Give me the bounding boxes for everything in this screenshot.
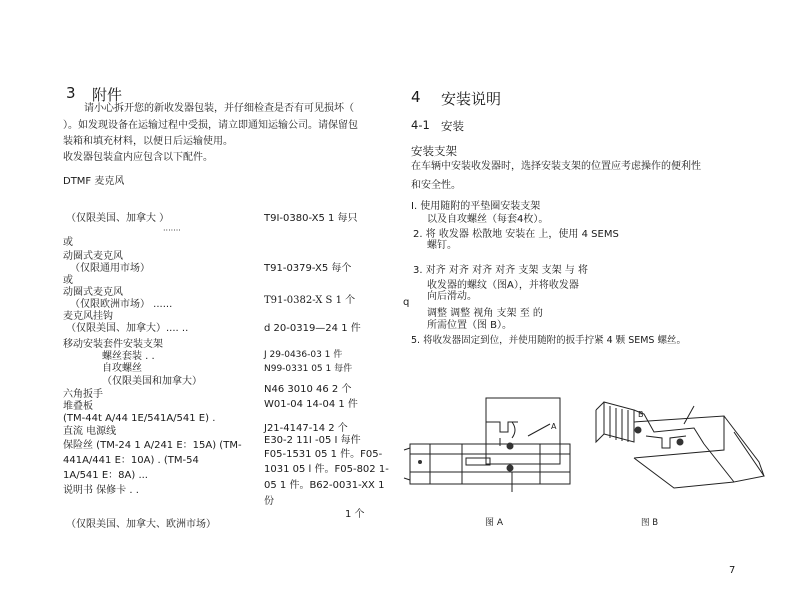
section-4-title: 安装说明 (441, 90, 502, 108)
row5-part: J 29-0436-03 1 件 (264, 350, 343, 360)
bracket-kit: 移动安装套件安装支架 (63, 339, 163, 350)
section-3-title: 附件 (92, 86, 123, 104)
fuse-line-1: 保险丝 (TM-24 1 A/241 E：15A) (TM- (63, 440, 242, 451)
subsection-number: 4-1 (411, 118, 430, 132)
step3-line-1: 3. 对齐 对齐 对齐 对齐 支架 支架 与 将 (413, 265, 588, 276)
us-ca-hanger: （仅限美国、加拿大）.... .. (66, 323, 189, 334)
figure-a-letter: A (551, 422, 557, 431)
step2-line-2: 螺钉。 (427, 240, 457, 251)
dynamic-mic-2: 动圈式麦克风 (63, 287, 123, 298)
bracket-heading: 安装支架 (411, 144, 457, 158)
figure-b-letter: B (638, 410, 644, 419)
us-ca-paren: （仅限美国和加拿大） (102, 376, 202, 387)
figure-b-illustration (574, 392, 770, 502)
step2-line-1: 2. 将 收发器 松散地 安装在 上，使用 4 SEMS (413, 229, 619, 240)
intro-line-1: 请小心拆开您的新收发器包装，并仔细检查是否有可见损坏（ (84, 103, 354, 114)
dc-cord: 直流 电源线 (63, 426, 117, 437)
step4-line-2: 所需位置（图 B）。 (427, 320, 513, 331)
install-para-line-1: 在车辆中安装收发器时，选择安装支架的位置应考虑操作的便利性 (411, 161, 701, 172)
figure-a-illustration (400, 392, 582, 502)
row3-part: T91-0382-X S 1 个 (264, 295, 356, 306)
intro-line-4: 收发器包装盒内应包含以下配件。 (63, 152, 213, 163)
step3-line-3: 向后滑动。 (427, 291, 477, 302)
dynamic-mic-1: 动圈式麦克风 (63, 251, 123, 262)
general-market: （仅限通用市场） (70, 263, 150, 274)
step1-line-2: 以及自攻螺丝（每套4枚）。 (427, 214, 549, 225)
manual-warranty: 说明书 保修卡 . . (63, 485, 139, 496)
row1-label: （仅限美国、加拿大 ） (66, 213, 170, 224)
or-1: 或 (63, 237, 73, 248)
intro-line-2: ）。如发现设备在运输过程中受损，请立即通知运输公司。请保留包 (63, 120, 358, 131)
fuse-part-4: 05 1 件。B62-0031-XX 1 (264, 480, 385, 491)
europe-market: （仅限欧洲市场） ...... (70, 299, 173, 310)
subsection-title: 安装 (441, 119, 464, 133)
section-3-number: 3 (66, 84, 76, 102)
screw-set: 螺丝套装 . . (102, 351, 155, 362)
fuse-part-3: 1031 05 l 件。F05-802 1- (264, 464, 389, 475)
step1-line-1: I. 使用随附的平垫圈安装支架 (411, 201, 541, 212)
page-number: 7 (729, 565, 736, 576)
row4-part: d 20-0319—24 1 件 (264, 323, 361, 334)
install-para-line-2: 和安全性。 (411, 180, 461, 191)
row2-part: T91-0379-X5 每个 (264, 263, 352, 274)
step3-line-2: 收发器的螺纹（图A），并将收发器 (427, 280, 579, 291)
row8-part: W01-04 14-04 1 件 (264, 399, 358, 410)
step5: 5. 将收发器固定到位，并使用随附的扳手拧紧 4 颗 SEMS 螺丝。 (411, 335, 686, 346)
row7-part: N46 3010 46 2 个 (264, 384, 352, 395)
dtmf-mic: DTMF 麦克风 (63, 176, 125, 187)
row9-part: J21-4147-14 2 个 (264, 423, 348, 434)
fuse-part-5: 份 (264, 496, 274, 507)
fuse-line-2: 441A/441 E：10A) . (TM-54 (63, 455, 199, 466)
fuse-part-1: E30-2 11I -05 I 每件 (264, 435, 361, 446)
tapping-screw: 自攻螺丝 (102, 363, 142, 374)
figure-a-caption: 图 A (485, 518, 504, 528)
row1-dots: ······· (163, 226, 181, 235)
section-4-number: 4 (411, 88, 421, 106)
tm-models: (TM-44t A/44 1E/541A/541 E) . (63, 413, 216, 424)
mic-hanger: 麦克风挂钩 (63, 311, 113, 322)
last-region: （仅限美国、加拿大、欧洲市场） (66, 519, 216, 530)
intro-line-3: 装箱和填充材料，以便日后运输使用。 (63, 136, 233, 147)
or-2: 或 (63, 275, 73, 286)
hex-wrench: 六角扳手 (63, 389, 103, 400)
row6-part: N99-0331 05 1 每件 (264, 364, 353, 374)
figure-b-caption: 图 B (641, 518, 659, 528)
fuse-part-2: F05-1531 05 1 件。F05- (264, 449, 383, 460)
last-qty: 1 个 (345, 509, 365, 520)
fuse-line-3: 1A/541 E：8A) ... (63, 470, 148, 481)
step4-line-1: 调整 调整 视角 支架 至 的 (427, 308, 543, 319)
stacked-plate: 堆叠板 (63, 401, 93, 412)
stray-q: q (403, 297, 410, 308)
row1-part: T9I-0380-X5 1 每只 (264, 213, 358, 224)
